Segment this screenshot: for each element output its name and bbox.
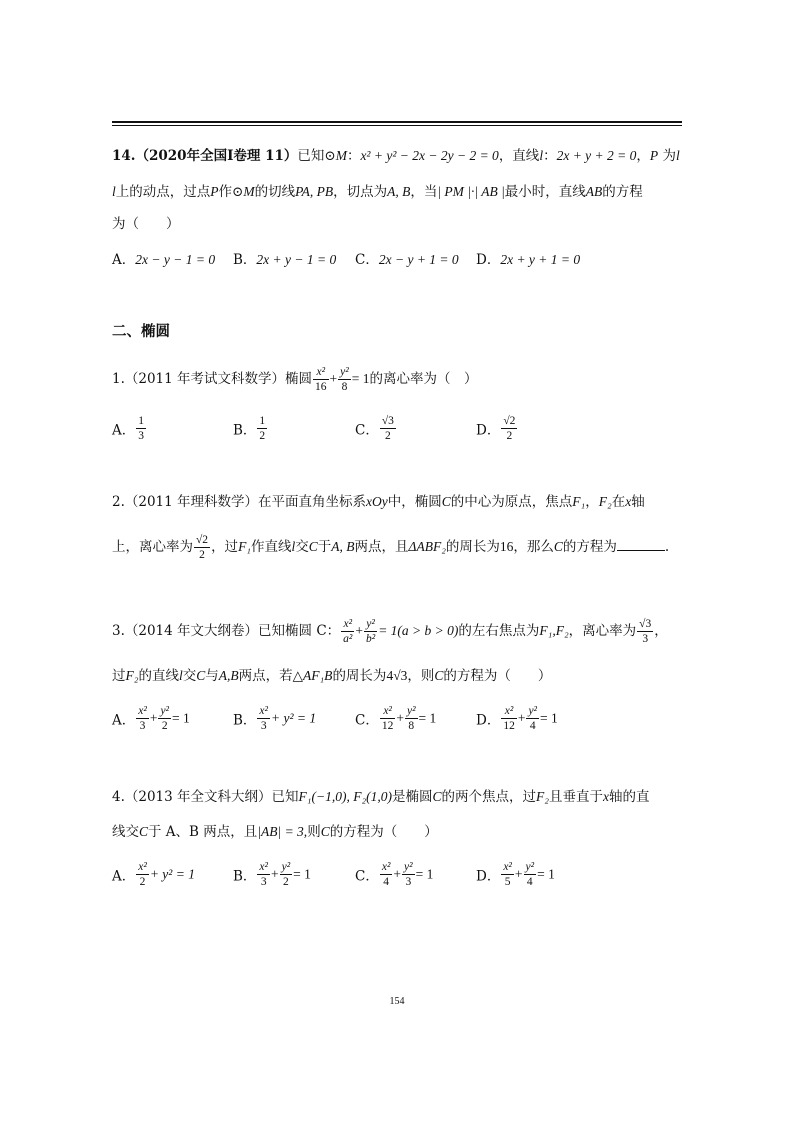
page-number: 154 (389, 996, 405, 1007)
option-fraction (257, 414, 267, 443)
q2-text: 在 (611, 494, 626, 510)
numerator: y² (528, 705, 538, 717)
q4-text: 线交 (112, 824, 139, 840)
q14-text: ： (543, 148, 557, 164)
q14-text: ，切点为 (333, 184, 388, 200)
denominator: 2 (385, 430, 391, 442)
circle-name: M (243, 184, 255, 199)
q1-text: 的离心率为（ ） (369, 371, 478, 387)
numerator: x² (503, 861, 512, 873)
answer-blank[interactable] (617, 538, 665, 551)
q4-option-d (476, 860, 555, 889)
ellipse-c: C (553, 539, 563, 554)
option-label: C． (355, 252, 379, 268)
denominator: 3 (405, 876, 412, 888)
operator: + (149, 710, 158, 726)
option-label: D． (476, 868, 501, 885)
ellipse-c: C (196, 668, 206, 683)
axis-x: x (602, 789, 609, 804)
ellipse-c: C (320, 824, 330, 839)
q14-line3 (112, 214, 180, 234)
q2-line2 (112, 530, 669, 564)
numerator: x² (138, 861, 147, 873)
denominator: 4 (529, 720, 536, 732)
numerator: √3 (639, 618, 652, 630)
q14-text: 最小时，直线 (504, 184, 586, 200)
q3-text: 与 (205, 668, 219, 684)
operator: + (514, 866, 523, 882)
q3-text: 的左右焦点为 (458, 623, 540, 639)
fraction (280, 860, 293, 889)
ellipse-c: C (308, 539, 318, 554)
fraction (526, 704, 539, 733)
q2-text: 上，离心率为 (112, 539, 193, 555)
q3-text: 的方程为（ ） (443, 668, 552, 684)
q3-option-a (112, 704, 190, 733)
point-p: P (649, 148, 659, 163)
option-label: D． (476, 252, 501, 268)
option-fraction (380, 414, 396, 443)
q14-text: 上的动点，过点 (115, 184, 211, 200)
fraction (380, 704, 396, 733)
product-expression: | PM |·| AB | (437, 184, 505, 199)
q14-source: （2020年全国Ⅰ卷理 11） (135, 148, 298, 164)
denominator: 2 (139, 876, 146, 888)
q2-text: . (664, 539, 670, 555)
line-equation: 2x + y + 2 = 0 (556, 148, 637, 163)
denominator: 2 (199, 549, 205, 561)
ellipse-c: C (139, 824, 149, 839)
q2-text: 交 (295, 539, 309, 555)
q14-option-b (233, 248, 336, 268)
equation-tail: + y² = 1 (270, 710, 317, 726)
focus-f1: F₁ (572, 494, 586, 509)
q4-option-c (355, 860, 433, 889)
q14-text: 已知⊙ (297, 148, 336, 164)
q3-text: ， (654, 623, 668, 639)
line-l: l (291, 539, 296, 554)
q4-option-a (112, 860, 195, 889)
q14-text: ： (346, 148, 361, 164)
option-fraction (501, 414, 517, 443)
numerator: x² (259, 705, 268, 717)
line-name: l (112, 184, 116, 199)
q4-option-b (233, 860, 311, 889)
denominator: 3 (642, 633, 649, 645)
fraction (136, 704, 149, 733)
line-l: l (178, 668, 183, 683)
circle-name: M (335, 148, 347, 163)
q14-text: 的切线 (254, 184, 296, 200)
q1-option-b (233, 414, 268, 443)
q14-number: 14. (112, 148, 136, 164)
fraction (257, 860, 270, 889)
denominator: 2 (161, 720, 168, 732)
q4-line1 (112, 787, 649, 807)
coordinate-system: xOy (366, 494, 388, 509)
option-label: A． (112, 422, 136, 439)
denominator: 16 (315, 381, 327, 393)
q4-text: 的两个焦点，过 (441, 789, 537, 805)
denominator: 8 (408, 720, 415, 732)
equation-tail: = 1 (537, 866, 555, 882)
denominator: 2 (283, 876, 289, 888)
q2-text: ，那么 (513, 539, 554, 555)
operator: + (393, 866, 402, 882)
numerator: y² (404, 861, 413, 873)
q4-text: 且垂直于 (548, 789, 603, 805)
perimeter: 4√3 (386, 668, 408, 683)
fraction (501, 704, 517, 733)
denominator: 3 (260, 720, 267, 732)
q14-text: 为 (658, 148, 676, 164)
q14-text: ， (636, 148, 650, 164)
option-label: B． (233, 252, 257, 268)
focus-f2: F₂ (536, 789, 549, 804)
denominator: 12 (381, 720, 394, 732)
q14-text: ，直线 (498, 148, 540, 164)
q14-option-d (476, 248, 580, 268)
q4-text: 的方程为（ ） (329, 824, 438, 840)
q3-line2 (112, 666, 551, 686)
option-label: A． (112, 712, 136, 729)
tangents: PA, PB (295, 184, 334, 199)
q2-text: 的中心为原点，焦点 (450, 494, 573, 510)
q3-option-d (476, 704, 558, 733)
point-p: P (210, 184, 219, 199)
fraction (136, 860, 149, 889)
numerator: x² (259, 861, 268, 873)
q1-stem (112, 362, 477, 396)
q1-option-d (476, 414, 518, 443)
points-ab: A, B (331, 539, 355, 554)
section-heading: 二、椭圆 (112, 323, 170, 340)
numerator: 1 (138, 415, 144, 427)
axis-x: x (625, 494, 632, 509)
numerator: x² (501, 704, 517, 719)
numerator: y² (281, 861, 291, 873)
operator: + (270, 866, 279, 882)
operator: + (329, 371, 338, 386)
q2-line1 (112, 492, 645, 512)
equation-tail: = 1 (540, 710, 558, 726)
q14-text: ，当 (410, 184, 438, 200)
numerator: x² (138, 705, 147, 717)
option-label: B． (233, 712, 257, 729)
triangle: ΔABF₂ (408, 539, 446, 554)
q1-option-c (355, 414, 397, 443)
focus-f2: F₂ (598, 494, 612, 509)
option-label: D． (476, 712, 501, 729)
q3-text: 3.（2014 年文大纲卷）已知椭圆 C： (112, 623, 341, 639)
eccentricity-fraction (637, 617, 653, 646)
numerator: x² (380, 704, 396, 719)
denominator: 2 (506, 430, 513, 442)
q4-text: 是椭圆 (392, 789, 433, 805)
q3-option-c (355, 704, 436, 733)
q1-text: 1.（2011 年考试文科数学）椭圆 (112, 371, 313, 387)
operator: + (355, 623, 363, 638)
ellipse-c: C (434, 668, 444, 683)
q3-text: ，离心率为 (568, 623, 637, 639)
fraction (338, 365, 351, 394)
denominator: 3 (139, 720, 146, 732)
option-text: 2x + y − 1 = 0 (256, 252, 337, 267)
q1-option-a (112, 414, 147, 443)
q2-text: 作直线 (251, 539, 292, 555)
triangle: AF₁B (303, 668, 333, 683)
points-ab: A,B (218, 668, 239, 683)
fraction (158, 704, 171, 733)
fraction (341, 617, 354, 646)
q4-text: 于 A、B 两点，且 (148, 824, 258, 840)
q3-text: 交 (182, 668, 197, 684)
q14-text: 的方程 (602, 184, 643, 200)
q2-text: 于 (317, 539, 332, 555)
numerator: y² (340, 366, 349, 378)
operator: + (396, 710, 404, 726)
ellipse-c: C (441, 494, 451, 509)
numerator: y² (525, 861, 535, 873)
q2-text: 两点，且 (354, 539, 409, 555)
numerator: 1 (259, 415, 266, 427)
equation-tail: = 1 (418, 710, 437, 726)
option-label: B． (233, 868, 257, 885)
line-name: l (675, 148, 680, 163)
points-ab: A, B (387, 184, 411, 199)
numerator: √3 (381, 415, 394, 427)
fraction (364, 617, 377, 646)
ellipse-c: C (432, 789, 442, 804)
denominator: a² (343, 633, 353, 645)
equation-tail: + y² = 1 (149, 866, 195, 882)
q4-text: 4.（2013 年全文科大纲）已知 (112, 789, 299, 805)
q14-line1 (112, 146, 680, 166)
q14-text: 作⊙ (218, 184, 244, 200)
fraction (380, 860, 393, 889)
circle-equation: x² + y² − 2x − 2y − 2 = 0 (360, 148, 499, 163)
option-label: C． (355, 422, 379, 439)
q3-line1 (112, 614, 668, 648)
q3-text: ，则 (407, 668, 435, 684)
focus-f2: F₂ (125, 668, 139, 683)
q2-text: 的方程为 (562, 539, 617, 555)
condition: = 1(a > b > 0) (378, 623, 459, 638)
option-label: A． (112, 252, 136, 268)
header-rule-thick (112, 121, 682, 123)
equation-tail: = 1 (293, 866, 311, 882)
q2-text: 的周长为 (445, 539, 500, 555)
numerator: x² (313, 365, 329, 380)
denominator: b² (365, 633, 376, 645)
q14-option-c (355, 248, 459, 268)
option-text: 2x − y − 1 = 0 (135, 252, 216, 267)
numerator: √2 (196, 534, 209, 546)
option-label: C． (355, 712, 379, 729)
option-label: B． (233, 422, 257, 439)
q3-text: 过 (112, 668, 126, 684)
operator: + (517, 710, 526, 726)
option-text: 2x − y + 1 = 0 (378, 252, 459, 267)
numerator: √2 (503, 415, 516, 427)
q4-line2 (112, 822, 438, 842)
q4-text: 轴的直 (608, 789, 650, 805)
q2-text: 轴 (631, 494, 645, 510)
line-name: l (539, 148, 544, 163)
denominator: 4 (526, 876, 533, 888)
q2-text: 中，椭圆 (387, 494, 442, 510)
q4-text: 则 (307, 824, 321, 840)
fraction (501, 860, 514, 889)
q2-text: ，过 (211, 539, 239, 555)
numerator: y² (364, 617, 377, 632)
numerator: x² (381, 861, 391, 873)
equation-tail: = 1 (172, 710, 190, 726)
q14-line2 (112, 182, 643, 202)
q2-text: 2.（2011 年理科数学）在平面直角坐标系 (112, 494, 367, 510)
option-text: 2x + y + 1 = 0 (500, 252, 581, 267)
line-ab: AB (585, 184, 603, 199)
fraction (402, 860, 415, 889)
denominator: 12 (503, 720, 515, 732)
q3-text: 的周长为 (332, 668, 387, 684)
foci: F₁,F₂ (539, 623, 569, 638)
fraction (313, 365, 329, 394)
q14-text: 为（ ） (112, 216, 180, 232)
foci: F₁(−1,0), F₂(1,0) (298, 789, 393, 804)
q14-option-a (112, 248, 215, 268)
fraction (405, 704, 418, 733)
option-fraction (136, 414, 146, 443)
focus-f1: F₁ (238, 539, 252, 554)
option-label: C． (355, 868, 379, 885)
ab-length: |AB| = 3, (257, 824, 308, 839)
fraction (524, 860, 537, 889)
option-label: D． (476, 422, 501, 439)
q3-text: 的直线 (138, 668, 179, 684)
denominator: 2 (259, 430, 266, 442)
equation-tail: = 1 (415, 866, 434, 882)
numerator: x² (341, 617, 354, 632)
denominator: 4 (383, 876, 389, 888)
q3-text: 两点，若△ (238, 668, 303, 684)
q3-option-b (233, 704, 316, 733)
denominator: 3 (138, 430, 144, 442)
option-label: A． (112, 868, 136, 885)
equation-tail: = 1 (351, 371, 370, 386)
denominator: 3 (260, 876, 267, 888)
fraction (257, 704, 270, 733)
header-rule-thin (112, 125, 682, 126)
denominator: 8 (341, 381, 348, 393)
denominator: 5 (504, 876, 511, 888)
numerator: y² (406, 705, 416, 717)
q2-text: ， (585, 494, 599, 510)
numerator: y² (160, 705, 169, 717)
eccentricity-fraction (194, 533, 210, 562)
perimeter: 16 (499, 539, 514, 554)
